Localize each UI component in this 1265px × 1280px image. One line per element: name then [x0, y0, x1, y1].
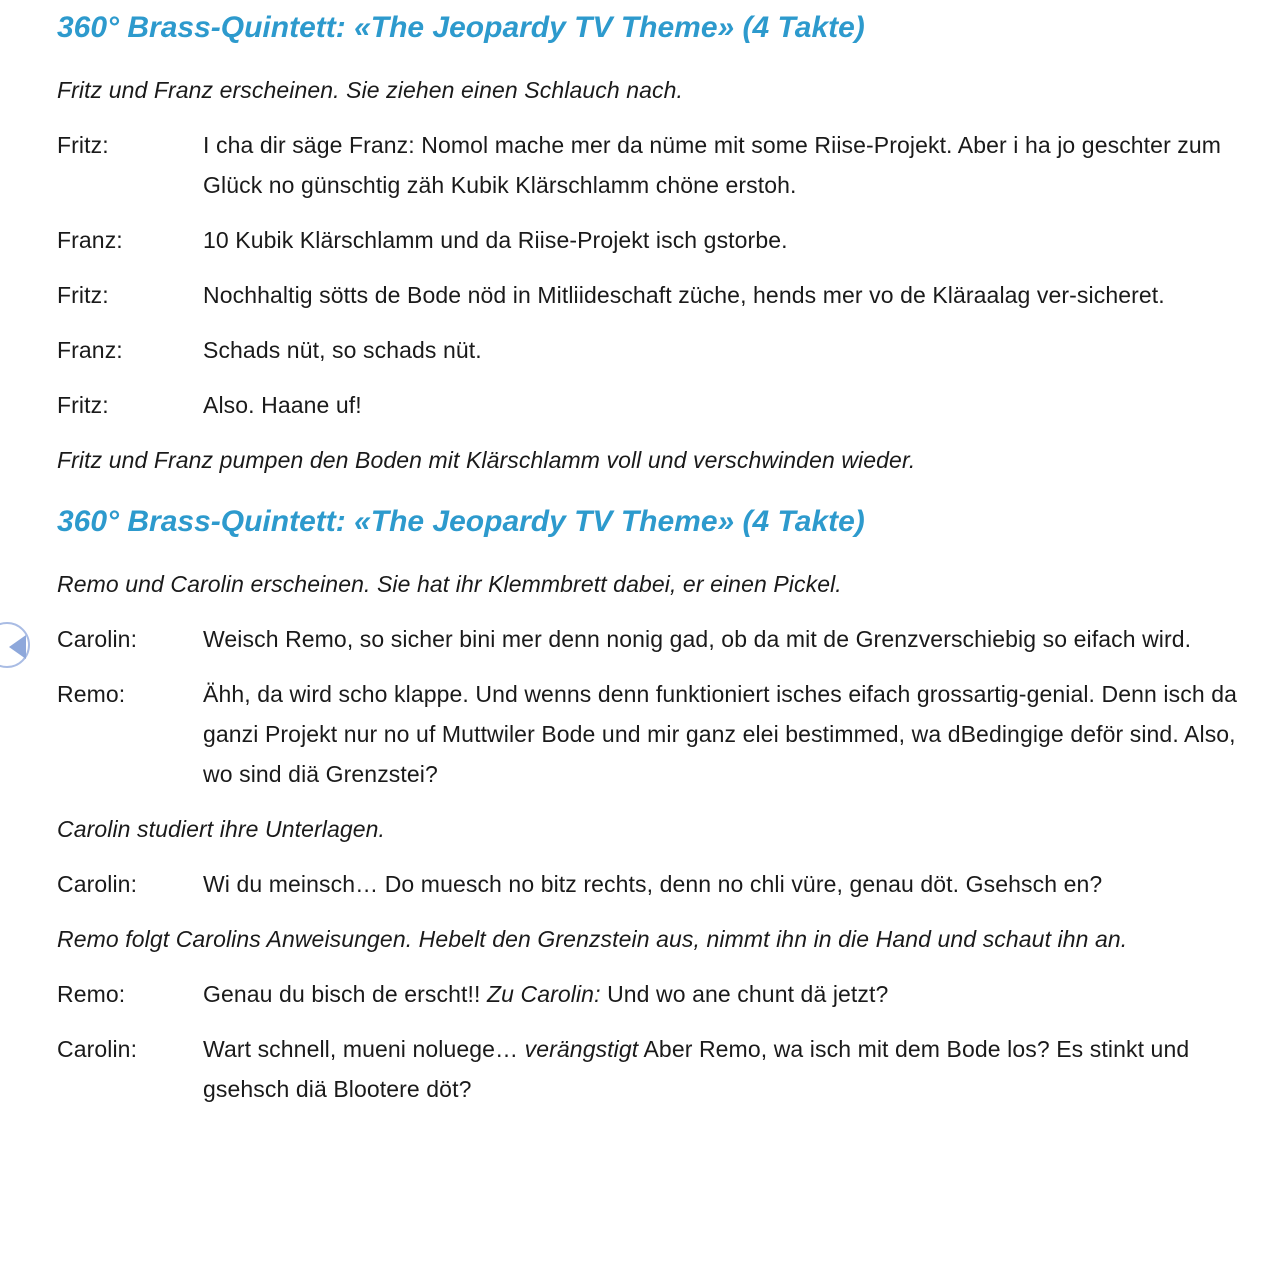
- speaker-name: Carolin:: [57, 626, 138, 652]
- dialog-text: [203, 275, 1243, 315]
- speaker-name: Fritz:: [57, 392, 109, 418]
- dialog-line: [57, 220, 1243, 260]
- dialog-segment: 10 Kubik Klärschlamm und da Riise-Projekt isch gstorbe.: [203, 227, 788, 253]
- dialog-segment: Weisch Remo, so sicher bini mer denn nonig gad, ob da mit de Grenzverschiebig so eifach wird.: [203, 626, 1192, 652]
- speaker-name: Carolin:: [57, 1036, 138, 1062]
- speaker-name: Fritz:: [57, 132, 109, 158]
- back-button[interactable]: [0, 622, 30, 668]
- dialog-segment: Also. Haane uf!: [203, 392, 362, 418]
- dialog-text: [203, 864, 1243, 904]
- dialog-text: [203, 220, 1243, 260]
- dialog-segment: Ähh, da wird scho klappe. Und wenns denn funktioniert isches eifach grossartig-genial. Denn isch da ganzi Projekt nur no uf Muttwiler Bode und mir ganz elei bestimmed, wa dBedingige deför sind. Also, wo sind diä Grenzstei?: [203, 681, 1237, 787]
- speaker-name: Franz:: [57, 337, 123, 363]
- dialog-segment: Und wo ane chunt dä jetzt?: [600, 981, 889, 1007]
- stage-direction: Remo und Carolin erscheinen. Sie hat ihr Klemmbrett dabei, er einen Pickel.: [57, 571, 842, 597]
- dialog-segment: Aber Remo, wa isch mit dem Bode los? Es stinkt und gsehsch diä Blootere döt?: [203, 1036, 1190, 1102]
- dialog-segment: Wart schnell, mueni noluege…: [203, 1036, 525, 1062]
- stage-direction: Fritz und Franz pumpen den Boden mit Klärschlamm voll und verschwinden wieder.: [57, 447, 916, 473]
- dialog-segment: Genau du bisch de erscht!!: [203, 981, 487, 1007]
- dialog-line: [57, 619, 1243, 659]
- dialog-text: [203, 974, 1243, 1014]
- dialog-line: [57, 674, 1243, 794]
- dialog-text: [203, 330, 1243, 370]
- dialog-segment: Schads nüt, so schads nüt.: [203, 337, 482, 363]
- speaker-name: Remo:: [57, 681, 126, 707]
- dialog-segment: Wi du meinsch… Do muesch no bitz rechts, denn no chli vüre, genau döt. Gsehsch en?: [203, 871, 1103, 897]
- speaker-name: Carolin:: [57, 871, 138, 897]
- dialog-line: [57, 864, 1243, 904]
- speaker-name: Fritz:: [57, 282, 109, 308]
- speaker-name: Franz:: [57, 227, 123, 253]
- stage-direction: Fritz und Franz erscheinen. Sie ziehen einen Schlauch nach.: [57, 77, 683, 103]
- dialog-segment: Nochhaltig sötts de Bode nöd in Mitliideschaft züche, hends mer vo de Kläraalag ver-sicheret.: [203, 282, 1165, 308]
- speaker-name: Remo:: [57, 981, 126, 1007]
- section-heading: 360° Brass-Quintett: «The Jeopardy TV Theme» (4 Takte): [57, 505, 865, 538]
- dialog-text: [203, 125, 1243, 205]
- dialog-line: [57, 974, 1243, 1014]
- dialog-segment: verängstigt: [524, 1036, 639, 1062]
- chevron-left-icon: [9, 635, 26, 659]
- dialog-text: [203, 619, 1243, 659]
- dialog-segment: Zu Carolin:: [486, 981, 601, 1007]
- dialog-line: [57, 1029, 1243, 1109]
- dialog-text: [203, 385, 1243, 425]
- stage-direction: Remo folgt Carolins Anweisungen. Hebelt den Grenzstein aus, nimmt ihn in die Hand und schaut ihn an.: [57, 926, 1128, 952]
- dialog-line: [57, 330, 1243, 370]
- dialog-text: [203, 1029, 1243, 1109]
- stage-direction: Carolin studiert ihre Unterlagen.: [57, 816, 386, 842]
- dialog-segment: I cha dir säge Franz: Nomol mache mer da nüme mit some Riise-Projekt. Aber i ha jo geschter zum Glück no günschtig zäh Kubik Klärschlamm chöne erstoh.: [203, 132, 1222, 198]
- dialog-text: [203, 674, 1243, 794]
- script-content: [57, 8, 1243, 1109]
- dialog-line: [57, 275, 1243, 315]
- dialog-line: [57, 125, 1243, 205]
- section-heading: 360° Brass-Quintett: «The Jeopardy TV Theme» (4 Takte): [57, 11, 865, 44]
- dialog-line: [57, 385, 1243, 425]
